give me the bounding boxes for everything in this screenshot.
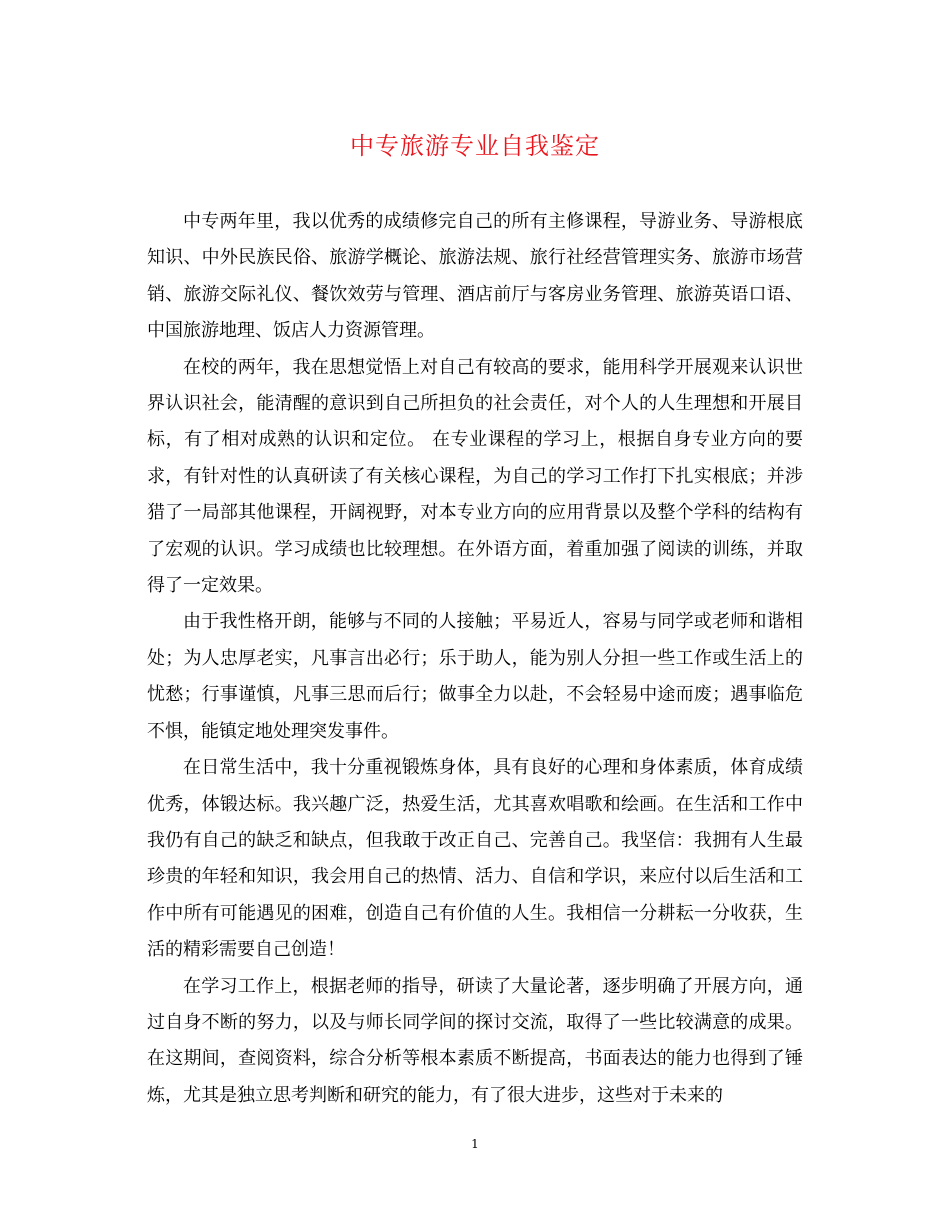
paragraph-personality: 由于我性格开朗，能够与不同的人接触；平易近人，容易与同学或老师和谐相处；为人忠厚老实，凡事言出必行；乐于助人，能为别人分担一些工作或生活上的忧愁；行事谨慎，凡事三思而后行；做事全力以赴，不会轻易中途而废；遇事临危不惧，能镇定地处理突发事件。 (147, 611, 803, 742)
paragraph-study-work: 在学习工作上，根据老师的指导，研读了大量论著，逐步明确了开展方向，通过自身不断的努力，以及与师长同学间的探讨交流，取得了一些比较满意的成果。在这期间，查阅资料，综合分析等根本素质不断提高，书面表达的能力也得到了锤炼，尤其是独立思考判断和研究的能力，有了很大进步，这些对于未来的 (147, 975, 803, 1106)
paragraph-school-years: 在校的两年，我在思想觉悟上对自己有较高的要求，能用科学开展观来认识世界认识社会，能清醒的意识到自己所担负的社会责任，对个人的人生理想和开展目标，有了相对成熟的认识和定位。 在专业课程的学习上，根据自身专业方向的要求，有针对性的认真研读了有关核心课程，为自己的学习工作打下扎实根底；并涉猎了一局部其他课程，开阔视野，对本专业方向的应用背景以及整个学科的结构有了宏观的认识。学习成绩也比较理想。在外语方面，着重加强了阅读的训练，并取得了一定效果。 (147, 356, 803, 597)
page-number: 1 (471, 1137, 479, 1151)
document-title: 中专旅游专业自我鉴定 (350, 132, 600, 160)
document-body (147, 204, 803, 1114)
paragraph-courses: 中专两年里，我以优秀的成绩修完自己的所有主修课程，导游业务、导游根底知识、中外民族民俗、旅游学概论、旅游法规、旅行社经营管理实务、旅游市场营销、旅游交际礼仪、餐饮效劳与管理、酒店前厅与客房业务管理、旅游英语口语、中国旅游地理、饭店人力资源管理。 (147, 211, 803, 342)
paragraph-daily-life: 在日常生活中，我十分重视锻炼身体，具有良好的心理和身体素质，体育成绩优秀，体锻达标。我兴趣广泛，热爱生活，尤其喜欢唱歌和绘画。在生活和工作中我仍有自己的缺乏和缺点，但我敢于改正自己、完善自己。我坚信：我拥有人生最珍贵的年轻和知识，我会用自己的热情、活力、自信和学识，来应付以后生活和工作中所有可能遇见的困难，创造自己有价值的人生。我相信一分耕耘一分收获，生活的精彩需要自己创造！ (147, 757, 803, 961)
